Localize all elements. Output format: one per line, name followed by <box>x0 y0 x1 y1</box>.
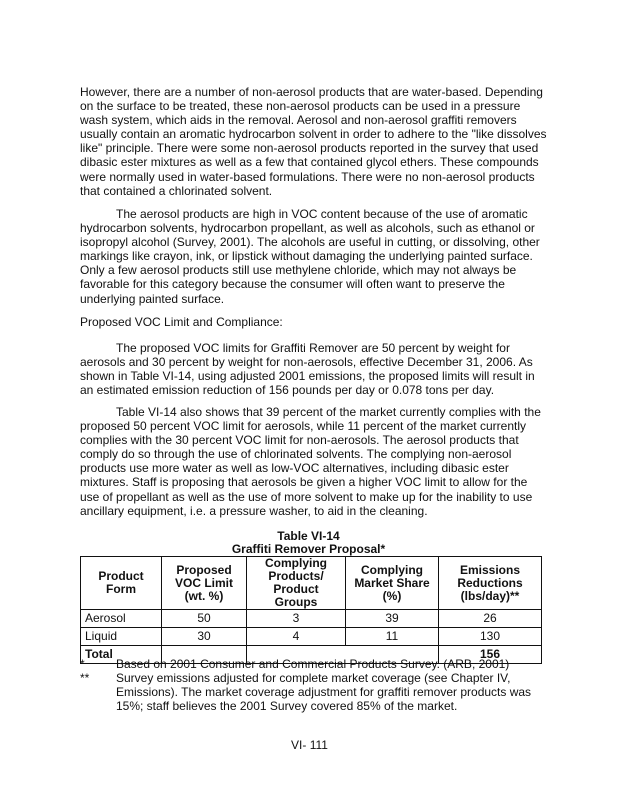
text-line: mixtures. Staff is proposing that aerosols be given a higher VOC limit to allow for the <box>80 475 528 490</box>
text-line: markings like crayon, ink, or lipstick without damaging the underlying painted surface. <box>80 249 533 264</box>
footnote-text: Based on 2001 Consumer and Commercial Products Survey. (ARB, 2001) <box>116 657 510 671</box>
header-complying-products: Complying Products/ Product Groups <box>247 557 346 610</box>
text-line: complies with the 30 percent VOC limit for non-aerosols. The aerosol products that <box>80 433 519 448</box>
text-line: underlying painted surface. <box>80 291 225 306</box>
section-heading <box>80 315 570 329</box>
text-line: ancillary equipment, i.e. a pressure washer, to aid in the cleaning. <box>80 503 428 518</box>
text-line: However, there are a number of non-aerosol products that are water-based. Depending <box>80 85 543 99</box>
text-line: favorable for this category because the consumer will often want to preserve the <box>80 277 505 292</box>
cell-share: 11 <box>346 628 439 646</box>
table-row <box>81 628 542 646</box>
text-line: wash system, which aids in the removal. Aerosol and non-aerosol graffiti removers <box>80 113 517 128</box>
page-number: VI- 111 <box>291 738 328 752</box>
text-line: shown in Table VI-14, using adjusted 2001 emissions, the proposed limits will result in <box>80 369 535 384</box>
table-caption <box>80 530 537 555</box>
table-title: Table VI-14 <box>277 529 340 543</box>
table-subtitle: Graffiti Remover Proposal* <box>231 541 386 556</box>
paragraph-aerosol-voc <box>80 207 570 306</box>
paragraph-compliance <box>80 405 570 518</box>
paragraph-proposed-limits <box>80 341 570 397</box>
header-product-form: Product Form <box>81 557 162 610</box>
table-row <box>81 610 542 628</box>
cell-voc: 50 <box>162 610 247 628</box>
footnote-mark: ** <box>80 671 90 685</box>
paragraph-water-based <box>80 85 570 198</box>
header-voc-limit: Proposed VOC Limit (wt. %) <box>162 557 247 610</box>
text-line: Table VI-14 also shows that 39 percent of the market currently complies with the <box>116 405 541 419</box>
cell-voc: 30 <box>162 628 247 646</box>
cell-form: Liquid <box>81 628 162 646</box>
footnote-text: Survey emissions adjusted for complete market coverage (see Chapter IV, <box>116 671 511 685</box>
text-line: on the surface to be treated, these non-aerosol products can be used in a pressure <box>80 99 521 114</box>
cell-products: 3 <box>247 610 346 628</box>
text-line: isopropyl alcohol (Survey, 2001). The alcohols are useful in cutting, or dissolving, other <box>80 235 540 250</box>
cell-products: 4 <box>247 628 346 646</box>
cell-total-label: Total <box>81 646 162 664</box>
text-line: products use more water as well as low-VOC alternatives, including dibasic ester <box>80 461 509 476</box>
footnote-text: Emissions). The market coverage adjustment for graffiti remover products was <box>116 685 532 699</box>
text-line: Proposed VOC Limit and Compliance: <box>80 315 283 329</box>
table-header-row <box>81 557 542 610</box>
cell-total-value: 156 <box>439 646 542 664</box>
footnote-text: 15%; staff believes the 2001 Survey covered 85% of the market. <box>116 699 458 713</box>
text-line: Only a few aerosol products still use methylene chloride, which may not always be <box>80 263 517 278</box>
text-line: comply do so through the use of chlorinated solvents. The complying non-aerosol <box>80 447 512 462</box>
cell-form: Aerosol <box>81 610 162 628</box>
text-line: dibasic ester mixtures as well as a few that contained glycol ethers. These compounds <box>80 155 539 170</box>
text-line: The aerosol products are high in VOC content because of the use of aromatic <box>116 207 528 221</box>
footnote-mark: * <box>80 657 85 671</box>
text-line: proposed 50 percent VOC limit for aerosols, while 11 percent of the market currently <box>80 419 526 434</box>
cell-share: 39 <box>346 610 439 628</box>
text-line: The proposed VOC limits for Graffiti Remover are 50 percent by weight for <box>116 341 510 355</box>
text-line: an estimated emission reduction of 156 pounds per day or 0.078 tons per day. <box>80 383 495 398</box>
text-line: usually contain an aromatic hydrocarbon solvent in order to adhere to the "like dissolves <box>80 127 547 142</box>
text-line: were normally used in water-based formulations. There were no non-aerosol products <box>80 169 535 184</box>
cell-reductions: 26 <box>439 610 542 628</box>
text-line: aerosols and 30 percent by weight for non-aerosols, effective December 31, 2006. As <box>80 355 533 370</box>
header-market-share: Complying Market Share (%) <box>346 557 439 610</box>
text-line: that contained a chlorinated solvent. <box>80 183 273 198</box>
text-line: like" principle. There were some non-aerosol products reported in the survey that used <box>80 141 539 156</box>
graffiti-remover-table <box>80 556 542 664</box>
text-line: use of propellant as well as the use of more solvent to make up for the inability to use <box>80 489 533 504</box>
text-line: hydrocarbon solvents, hydrocarbon propellant, as well as alcohols, such as ethanol or <box>80 221 535 236</box>
header-emissions-reductions: Emissions Reductions (lbs/day)** <box>439 557 542 610</box>
cell-reductions: 130 <box>439 628 542 646</box>
